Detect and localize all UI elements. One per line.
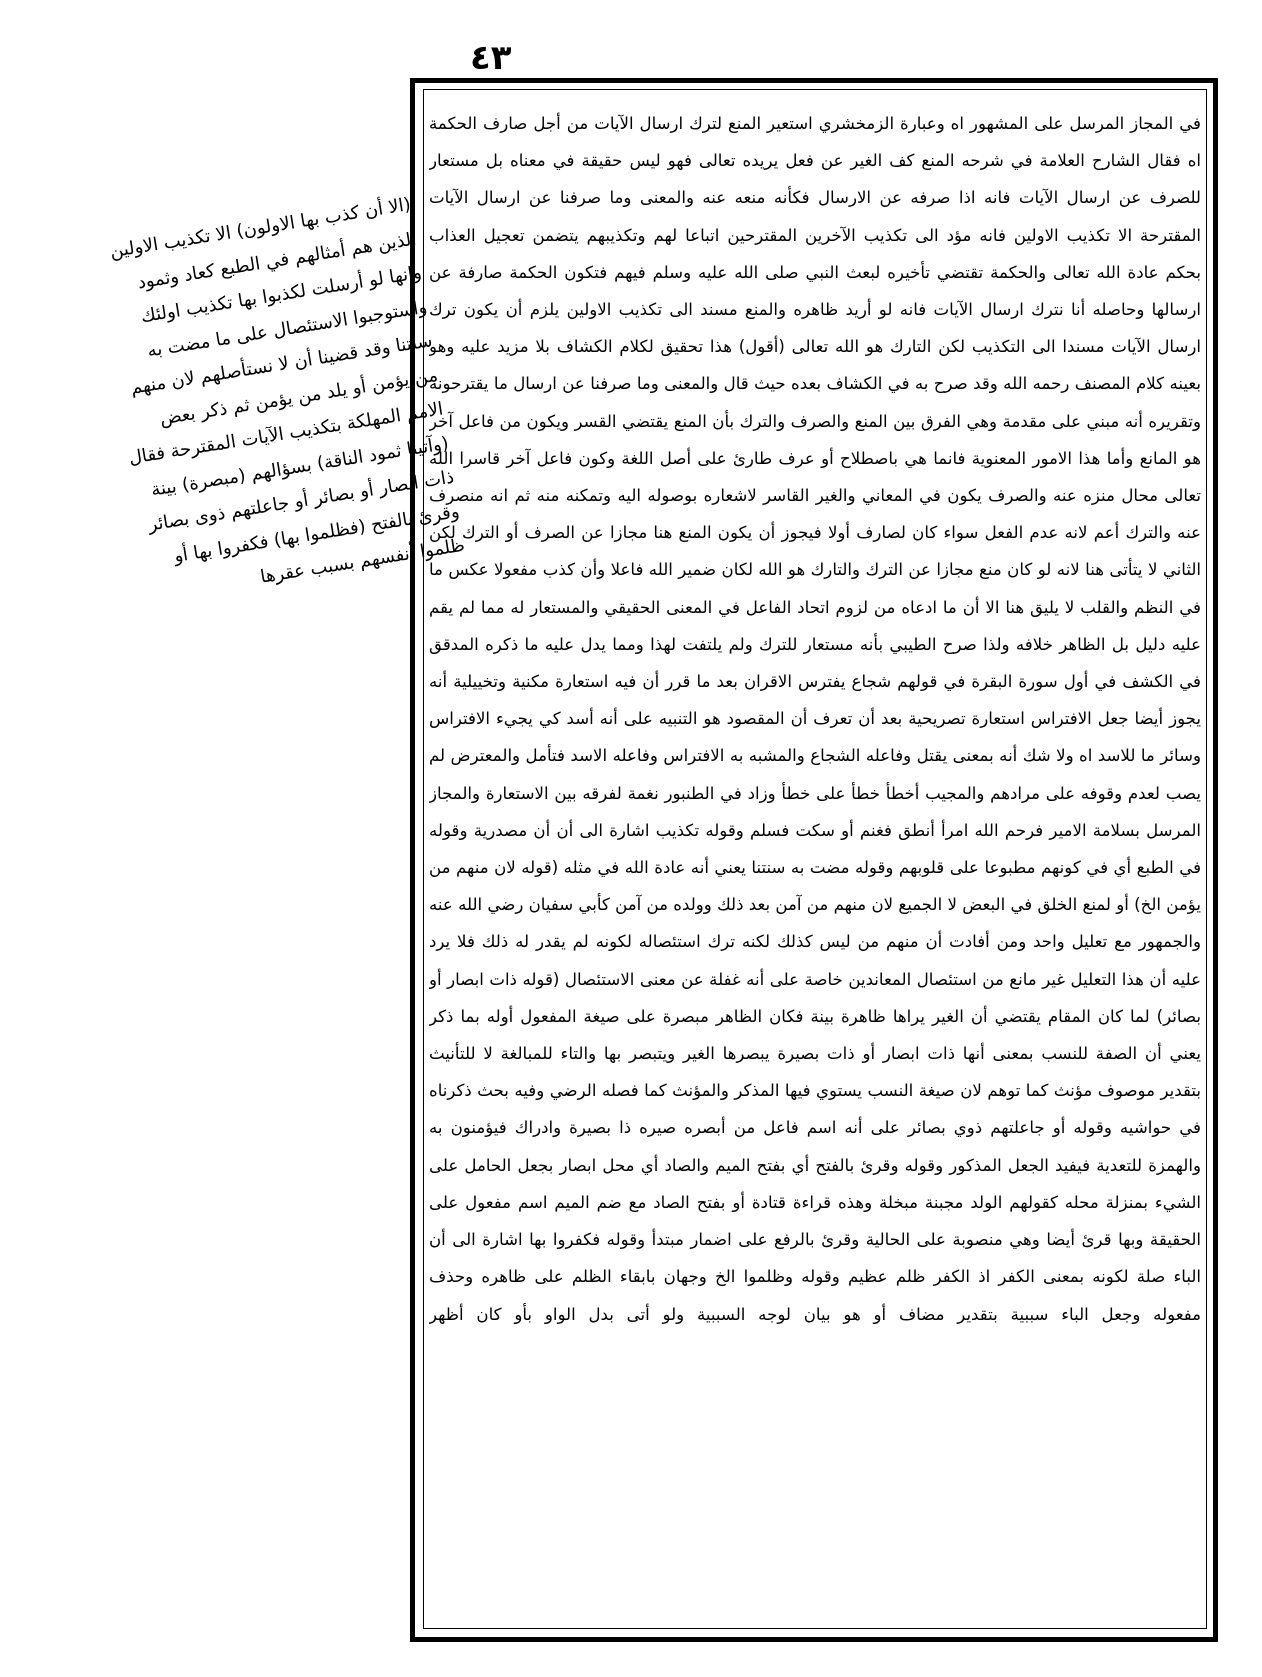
main-text-frame [410,78,1218,1642]
main-text-body: في المجاز المرسل على المشهور اه وعبارة الزمخشري استعير المنع لترك ارسال الآيات من أجل صارف الحكمة اه فقال الشارح العلامة في شرحه المنع كف الغير عن فعل يريده تعالى فهو ليس حقيقة في معناه بل مستعار للصرف عن ارسال الآيات فانه اذا صرفه عن الارسال فكأنه منعه عنه والمعنى وما صرفنا عن ارسال الآيات المقترحة الا تكذيب الاولين فانه مؤد الى تكذيب الآخرين المقترحين اتباعا لهم وتكذيبهم يتضمن تعجيل العذاب بحكم عادة الله تعالى والحكمة تقتضي تأخيره لبعث النبي صلى الله عليه وسلم فيهم فتكون الحكمة صارفة عن ارسالها وحاصله أنا نترك ارسال الآيات فانه لو أريد ظاهره والمنع مسند الى تكذيب الاولين يلزم أن يكون ترك ارسال الآيات مسندا الى التكذيب لكن التارك هو الله تعالى (أقول) هذا تحقيق لكلام الكشاف بلا مزيد عليه وهو بعينه كلام المصنف رحمه الله وقد صرح به في الكشاف بعده حيث قال والمعنى وما صرفنا عن ارسال ما يقترحونه وتقريره أنه مبني على مقدمة وهي الفرق بين المنع والصرف والترك بأن المنع يقتضي القسر ويكون من فاعل آخر هو المانع وأما هذا الامور المعنوية فانما هي باصطلاح أو عرف طارئ على أصل اللغة وكون فاعل آخر قاسرا الله تعالى محال منزه عنه والصرف يكون في المعاني والغير القاسر لاشعاره بوصوله اليه وتمكنه منه ثم انه منصرف عنه والترك أعم لانه عدم الفعل سواء كان لصارف أولا فيجوز أن يكون المنع هنا مجازا عن الصرف أو الترك لكن الثاني لا يتأتى هنا لانه لو كان منع مجازا عن الترك والتارك هو الله لكان ضمير الله فاعلا وأن كذب مفعولا عكس ما في النظم والقلب لا يليق هنا الا أن ما ادعاه من لزوم اتحاد الفاعل في المعنى الحقيقي والمستعار له مما لم يقم عليه دليل بل الظاهر خلافه ولذا صرح الطيبي بأنه مستعار للترك ولم يلتفت لهذا ومما يدل عليه ما ذكره المدقق في الكشف في أول سورة البقرة في قولهم شجاع يفترس الاقران بعد ما قرر أن فيه استعارة مكنية وتخييلية أنه يجوز أيضا جعل الافتراس استعارة تصريحية بعد أن تعرف أن المقصود هو التنبيه على أنه أسد كي يجيء الافتراس وسائر ما للاسد اه ولا شك أنه بمعنى يقتل وفاعله الشجاع والمشبه به الافتراس وفاعله الاسد فتأمل والمعترض لم يصب لعدم وقوفه على مرادهم والمجيب أخطأ خطأ على خطأ وزاد في الطنبور نغمة لفرقه بين الاستعارة والمجاز المرسل بسلامة الامير فرحم الله امرأ أنطق فغنم أو سكت فسلم وقوله تكذيب اشارة الى أن أن مصدرية وقوله في الطبع أي في كونهم مطبوعا على قلوبهم وقوله مضت به سنتنا يعني أنه عادة الله في مثله (قوله لان منهم من يؤمن الخ) أو لمنع الخلق في البعض لا الجميع لان منهم من آمن بعد ذلك وولده من آمن كأبي سفيان رضي الله عنه والجمهور مع تعليل واحد ومن أفادت أن منهم من ليس كذلك لكنه ترك استئصاله لكونه لم يقدر له ذلك فلا يرد عليه أن هذا التعليل غير مانع من استئصال المعاندين خاصة على أنه غفلة عن معنى الاستئصال (قوله ذات ابصار أو بصائر) لما كان المقام يقتضي أن الغير يراها ظاهرة بينة فكان الظاهر مبصرة على صيغة المفعول أوله بما ذكر يعني أن الصفة للنسب بمعنى أنها ذات ابصار أو ذات بصيرة يبصرها الغير ويتبصر بها والتاء للمبالغة لا للتأنيث بتقدير موصوف مؤنث كما توهم لان صيغة النسب يستوي فيها المذكر والمؤنث كما فصله الرضي وفيه بحث ذكرناه في حواشيه وقوله أو جاعلتهم ذوي بصائر على أنه اسم فاعل من أبصره صيره ذا بصيرة وادراك فيؤمنون به والهمزة للتعدية فيفيد الجعل المذكور وقوله وقرئ بالفتح أي بفتح الميم والصاد أي محل ابصار بجعل الحامل على الشيء بمنزلة محله كقولهم الولد مجبنة مبخلة وهذه قراءة قتادة أو بفتح الصاد مع ضم الميم اسم مفعول على الحقيقة وبها قرئ أيضا وهي منصوبة على الحالية وقرئ بالرفع على اضمار مبتدأ وقوله فكفروا بها اشارة الى أن الباء صلة لكونه بمعنى الكفر اذ الكفر ظلم عظيم وقوله وظلموا الخ وجهان بابقاء الظلم على ظاهره وحذف مفعوله وجعل الباء سببية بتقدير مضاف أو هو بيان لوجه السببية ولو أتى بدل الواو بأو كان أظهر [429,114,1201,1324]
page-number: ٤٣ [470,38,512,78]
main-text [429,105,1201,1623]
margin-note-text: (الا أن كذب بها الاولون) الا تكذيب الاولين الذين هم أمثالهم في الطبع كعاد وثمود وانها لو أرسلت لكذبوا بها تكذيب اولئك واستوجبوا الاستئصال على ما مضت به سنتنا وقد قضينا أن لا نستأصلهم لان منهم من يؤمن أو يلد من يؤمن ثم ذكر بعض الامم المهلكة بتكذيب الآيات المقترحة فقال (وآتينا ثمود الناقة) بسؤالهم (مبصرة) بينة ذات ابصار أو بصائر أو جاعلتهم ذوى بصائر وقرئ بالفتح (فظلموا بها) فكفروا بها أو ظلموا أنفسهم بسبب عقرها [108,193,467,588]
